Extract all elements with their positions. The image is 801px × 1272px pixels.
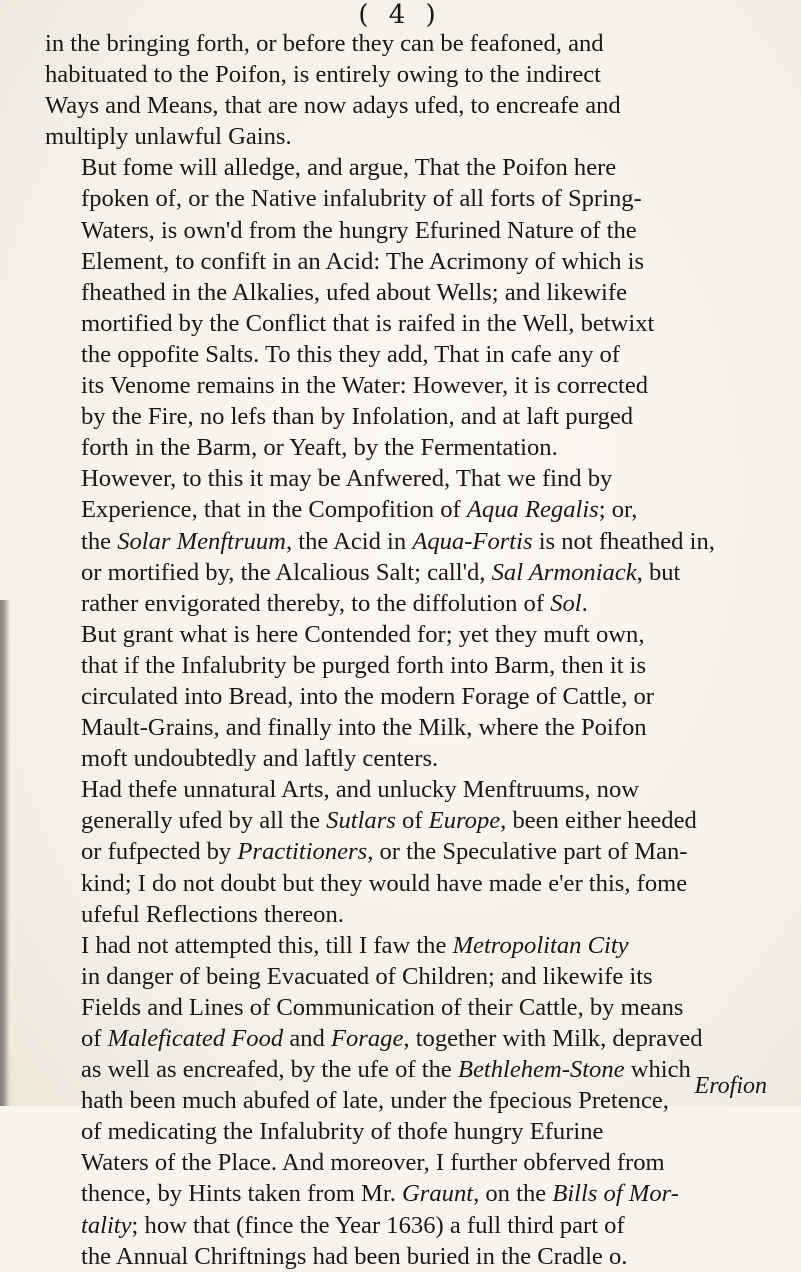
text-run: as well as encreafed, by the ufe of the: [81, 1056, 458, 1084]
italic-term: Sal Armoniack: [491, 558, 637, 586]
italic-term: Solar Menftruum: [117, 527, 286, 555]
text-run: But grant what is here Contended for; yet they muft own,: [81, 620, 645, 648]
text-run: habituated to the Poifon, is entirely owing to the indirect: [45, 61, 601, 89]
text-run: fpoken of, or the Native infalubrity of all forts of Spring-: [81, 185, 642, 213]
text-run: , together with Milk, depraved: [403, 1025, 703, 1052]
text-run: Had thefe unnatural Arts, and unlucky Menftruums, now: [81, 776, 640, 804]
text-line: [45, 681, 770, 712]
text-run: of: [81, 1025, 108, 1052]
text-line: [45, 1178, 770, 1209]
body-text: [45, 28, 770, 1272]
text-line: [45, 277, 770, 308]
text-line: [45, 215, 770, 246]
text-line: [45, 494, 770, 525]
paragraph: [45, 619, 770, 774]
text-run: moft undoubtedly and laftly centers.: [81, 745, 439, 773]
text-line: [45, 868, 770, 899]
text-line: [45, 28, 770, 59]
text-line: [45, 619, 770, 650]
text-run: of: [395, 807, 429, 835]
text-line: [45, 805, 770, 836]
text-line: [45, 152, 770, 183]
text-run: mortified by the Conflict that is raifed in the Well, betwixt: [81, 309, 655, 337]
italic-term: Sol: [550, 589, 582, 617]
text-line: [45, 339, 770, 370]
text-line: [45, 370, 770, 401]
text-run: Element, to confift in an Acid: The Acrimony of which is: [81, 247, 645, 275]
text-line: [45, 1023, 770, 1054]
italic-term: Graunt: [402, 1180, 474, 1208]
text-run: that if the Infalubrity be purged forth into Barm, then it is: [81, 651, 647, 679]
text-line: [45, 774, 770, 805]
text-run: ; or,: [598, 496, 638, 524]
text-run: the Annual Chriftnings had been buried in the Cradle o.: [81, 1242, 628, 1270]
text-line: [45, 59, 770, 90]
text-line: [45, 121, 770, 152]
text-run: or mortified by, the Alcalious Salt; call'd,: [81, 558, 492, 586]
text-run: fheathed in the Alkalies, ufed about Wells; and likewife: [81, 278, 627, 306]
text-line: [45, 1085, 770, 1116]
text-line: [45, 246, 770, 277]
text-run: Waters of the Place. And moreover, I further obferved from: [81, 1149, 665, 1177]
text-line: [45, 308, 770, 339]
catchword: Erofion: [694, 1073, 767, 1099]
paragraph: [45, 463, 770, 618]
italic-term: Europe: [428, 807, 501, 835]
text-run: Ways and Means, that are now adays ufed, to encreafe and: [45, 92, 621, 120]
paragraph: [45, 152, 770, 463]
paragraph: [45, 774, 770, 929]
text-run: Experience, that in the Compofition of: [81, 496, 467, 524]
text-line: [45, 930, 770, 961]
page-gutter-shadow: [0, 600, 10, 1106]
text-line: [45, 463, 770, 494]
text-run: ; how that (fince the Year 1636) a full third part of: [131, 1211, 625, 1239]
text-line: [45, 526, 770, 557]
text-run: multiply unlawful Gains.: [45, 123, 292, 151]
text-run: But fome will alledge, and argue, That the Poifon here: [81, 154, 617, 182]
text-line: [45, 90, 770, 121]
text-line: [45, 899, 770, 930]
text-line: [45, 588, 770, 619]
italic-term: Aqua-Fortis: [412, 527, 533, 555]
text-line: [45, 712, 770, 743]
text-run: generally ufed by all the: [81, 807, 327, 835]
text-run: I had not attempted this, till I faw the: [81, 931, 453, 959]
text-run: rather envigorated thereby, to the diffolution of: [81, 589, 551, 617]
text-run: , the Acid in: [285, 527, 413, 555]
text-line: [45, 183, 770, 214]
text-line: [45, 557, 770, 588]
italic-term: Bethlehem-Stone: [457, 1056, 625, 1084]
italic-term: tality: [81, 1211, 132, 1239]
text-run: forth in the Barm, or Yeaft, by the Fermentation.: [81, 434, 558, 462]
text-line: [45, 432, 770, 463]
italic-term: Practitioners: [237, 838, 368, 866]
text-run: , but: [636, 558, 681, 586]
italic-term: Aqua Regalis: [466, 496, 599, 524]
text-run: in danger of being Evacuated of Children; and likewife its: [81, 962, 653, 990]
text-run: the: [81, 527, 118, 555]
text-line: [45, 1210, 770, 1241]
text-run: , on the: [473, 1180, 553, 1208]
text-run: .: [581, 589, 588, 617]
text-run: , or the Speculative part of Man-: [367, 838, 688, 866]
text-run: hath been much abufed of late, under the fpecious Pretence,: [81, 1087, 669, 1115]
text-line: [45, 1147, 770, 1178]
text-run: kind; I do not doubt but they would have made e'er this, fome: [81, 869, 688, 897]
text-run: of medicating the Infalubrity of thofe hungry Efurine: [81, 1118, 604, 1146]
text-line: [45, 1116, 770, 1147]
text-run: Waters, is own'd from the hungry Efurined Nature of the: [81, 216, 637, 244]
text-run: ufeful Reflections thereon.: [81, 900, 344, 928]
text-line: [45, 961, 770, 992]
text-run: thence, by Hints taken from Mr.: [81, 1180, 403, 1208]
text-run: which: [624, 1056, 691, 1084]
text-run: Mault-Grains, and finally into the Milk, where the Poifon: [81, 714, 647, 742]
text-run: , been either heeded: [500, 807, 697, 835]
text-line: [45, 401, 770, 432]
text-line: [45, 1241, 770, 1272]
text-run: However, to this it may be Anfwered, That we find by: [81, 465, 613, 493]
text-run: is not fheathed in,: [532, 527, 715, 555]
text-run: or fufpected by: [81, 838, 238, 866]
italic-term: Sutlars: [326, 807, 396, 835]
text-line: [45, 1054, 770, 1085]
text-run: Fields and Lines of Communication of their Cattle, by means: [81, 993, 684, 1021]
italic-term: Forage: [330, 1025, 404, 1052]
text-run: and: [283, 1025, 331, 1052]
page-number: ( 4 ): [358, 0, 442, 30]
text-run: circulated into Bread, into the modern Forage of Cattle, or: [81, 682, 654, 710]
text-line: [45, 836, 770, 867]
italic-term: Maleficated Food: [107, 1025, 284, 1052]
paragraph: [45, 930, 770, 1272]
text-run: the oppofite Salts. To this they add, That in cafe any of: [81, 340, 620, 368]
text-line: [45, 992, 770, 1023]
text-run: its Venome remains in the Water: However, it is corrected: [81, 372, 649, 400]
text-line: [45, 743, 770, 774]
text-line: [45, 650, 770, 681]
italic-term: Bills of Mor-: [552, 1180, 679, 1208]
italic-term: Metropolitan City: [452, 931, 629, 959]
text-run: in the bringing forth, or before they can be feafoned, and: [45, 30, 604, 57]
paragraph: [45, 28, 770, 152]
text-run: by the Fire, no lefs than by Infolation, and at laft purged: [81, 403, 634, 431]
